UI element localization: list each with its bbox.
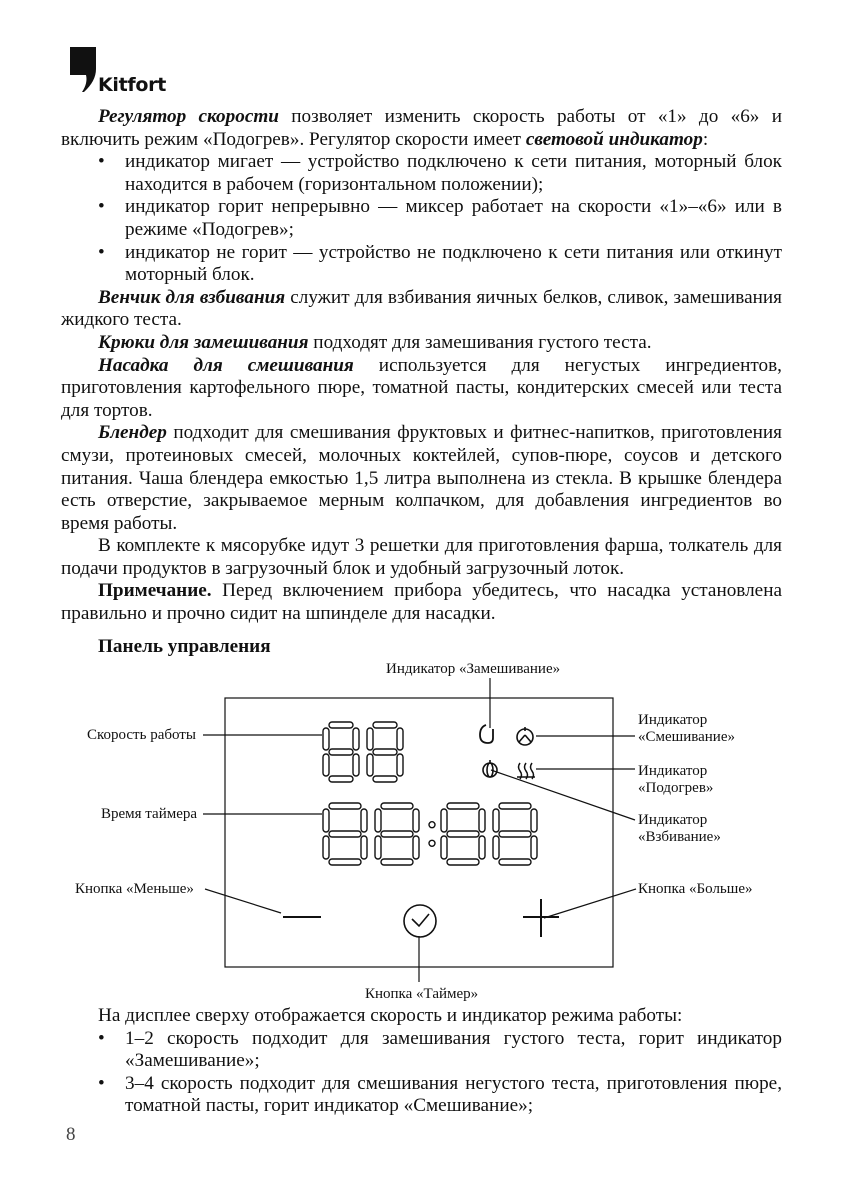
term: Венчик для взбивания [98, 286, 286, 308]
whisk-icon [483, 760, 497, 777]
segment [329, 749, 353, 755]
timer-button-label: Кнопка «Таймер» [365, 986, 479, 1002]
segment [441, 809, 447, 832]
timer-display [323, 803, 537, 865]
hooks-paragraph [61, 332, 782, 355]
segment [361, 836, 367, 859]
segment [367, 728, 373, 750]
label-line: «Смешивание» [638, 728, 735, 745]
control-panel-diagram [0, 655, 842, 1005]
label-line: «Подогрев» [638, 779, 714, 796]
mixing-attachment-icon [517, 727, 533, 745]
speed-label: Скорость работы [87, 727, 196, 743]
term: Блендер [98, 422, 167, 444]
term: Регулятор скорости [98, 106, 279, 127]
segment [329, 831, 361, 837]
segment [397, 728, 403, 750]
label-line: Индикатор [638, 812, 708, 828]
term: Крюки для замешивания [98, 331, 309, 353]
segment [353, 728, 359, 750]
speed-mode-list [98, 1028, 782, 1118]
segment [413, 809, 419, 832]
segment [323, 728, 329, 750]
segment [493, 836, 499, 859]
brand-name: Kitfort [98, 74, 166, 96]
segment [531, 809, 537, 832]
text: Перед включением прибора убедитесь, что насадка установлена правильно и прочно сидит на шпинделе для насадки. [61, 580, 782, 625]
plus-button-label: Кнопка «Больше» [638, 881, 753, 897]
list-item: • индикатор не горит — устройство не подключено к сети питания или откинут моторный блок. [98, 242, 782, 287]
segment [375, 836, 381, 859]
page-number: 8 [66, 1124, 76, 1145]
segment [329, 803, 361, 809]
segment [323, 754, 329, 776]
list-item: • индикатор горит непрерывно — миксер работает на скорости «1»–«6» или в режиме «Подогрев»; [98, 196, 782, 241]
segment [373, 722, 397, 728]
label-line: «Взбивание» [638, 828, 721, 845]
mixing-attachment-paragraph [61, 355, 782, 423]
colon-dot [429, 840, 435, 846]
text: подходит для смешивания фруктовых и фитнес-напитков, приготовления смузи, протеиновых смесей, молочных коктейлей, супов-пюре, соусов и детского питания. Чаша блендера емкостью 1,5 литра выполнена из стекла. В крышке блендера есть отверстие, закрываемое мерным колпачком, для добавления ингредиентов во время работы. [61, 422, 782, 534]
checkmark-circle-icon[interactable] [404, 905, 436, 937]
text: служит для взбивания яичных белков, сливок, замешивания жидкого теста. [61, 286, 782, 331]
text: подходят для замешивания густого теста. [308, 331, 652, 353]
segment [499, 831, 531, 837]
segment [499, 859, 531, 865]
list-item: • индикатор мигает — устройство подключено к сети питания, моторный блок находится в рабочем (горизонтальном положении); [98, 151, 782, 196]
segment [499, 803, 531, 809]
term: Насадка для смешивания [98, 354, 354, 376]
plus-icon[interactable] [523, 899, 559, 937]
segment [329, 722, 353, 728]
segment [323, 836, 329, 859]
segment [381, 831, 413, 837]
label-line: Индикатор [638, 763, 708, 779]
blender-paragraph [61, 422, 782, 535]
text: позволяет изменить скорость работы от «1» до «6» и включить режим «Подогрев». Регулятор скорости имеет [61, 106, 782, 150]
kitfort-logo-icon [70, 47, 96, 92]
indicator-list [98, 151, 782, 287]
speed-display [323, 722, 403, 782]
segment [373, 776, 397, 782]
segment [413, 836, 419, 859]
segment [441, 836, 447, 859]
display-intro: На дисплее сверху отображается скорость и индикатор режима работы: [98, 1005, 683, 1026]
label-line: Индикатор [638, 712, 708, 728]
segment [323, 809, 329, 832]
segment [375, 809, 381, 832]
whipping-indicator-label [638, 812, 721, 845]
segment [397, 754, 403, 776]
heat-icon [517, 763, 535, 779]
colon-dot [429, 822, 435, 828]
note-paragraph [61, 580, 782, 625]
segment [353, 754, 359, 776]
hook-icon [480, 725, 493, 743]
segment [381, 859, 413, 865]
grinder-paragraph: В комплекте к мясорубке идут 3 решетки для приготовления фарша, толкатель для подачи продуктов в загрузочный блок и удобный загрузочный лоток. [61, 535, 782, 579]
speed-regulator-paragraph [61, 106, 782, 151]
timer-time-label: Время таймера [101, 806, 198, 822]
segment [367, 754, 373, 776]
segment [493, 809, 499, 832]
main-text [61, 106, 782, 626]
kneading-indicator-label: Индикатор «Замешивание» [386, 661, 561, 677]
term: световой индикатор [525, 128, 703, 150]
segment [329, 859, 361, 865]
heating-indicator-label [638, 763, 713, 796]
text: : [702, 128, 709, 150]
leader-minus [205, 889, 281, 913]
term: Примечание. [98, 580, 212, 602]
segment [381, 803, 413, 809]
text: используется для негустых ингредиентов, приготовления картофельного пюре, томатной пасты, кондитерских смесей или теста для тортов. [61, 354, 782, 421]
section-title: Панель управления [98, 636, 271, 657]
segment [479, 809, 485, 832]
segment [447, 859, 479, 865]
segment [531, 836, 537, 859]
segment [373, 749, 397, 755]
list-item: • 3–4 скорость подходит для смешивания негустого теста, приготовления пюре, томатной пасты, горит индикатор «Смешивание»; [98, 1073, 782, 1118]
leader-plus [544, 889, 636, 918]
segment [447, 831, 479, 837]
mixing-indicator-label [638, 712, 735, 745]
segment [329, 776, 353, 782]
list-item: • 1–2 скорость подходит для замешивания густого теста, горит индикатор «Замешивание»; [98, 1028, 782, 1073]
minus-button-label: Кнопка «Меньше» [75, 881, 194, 897]
segment [361, 809, 367, 832]
segment [447, 803, 479, 809]
display-text [98, 1005, 782, 1118]
segment [479, 836, 485, 859]
whisk-paragraph [61, 287, 782, 332]
